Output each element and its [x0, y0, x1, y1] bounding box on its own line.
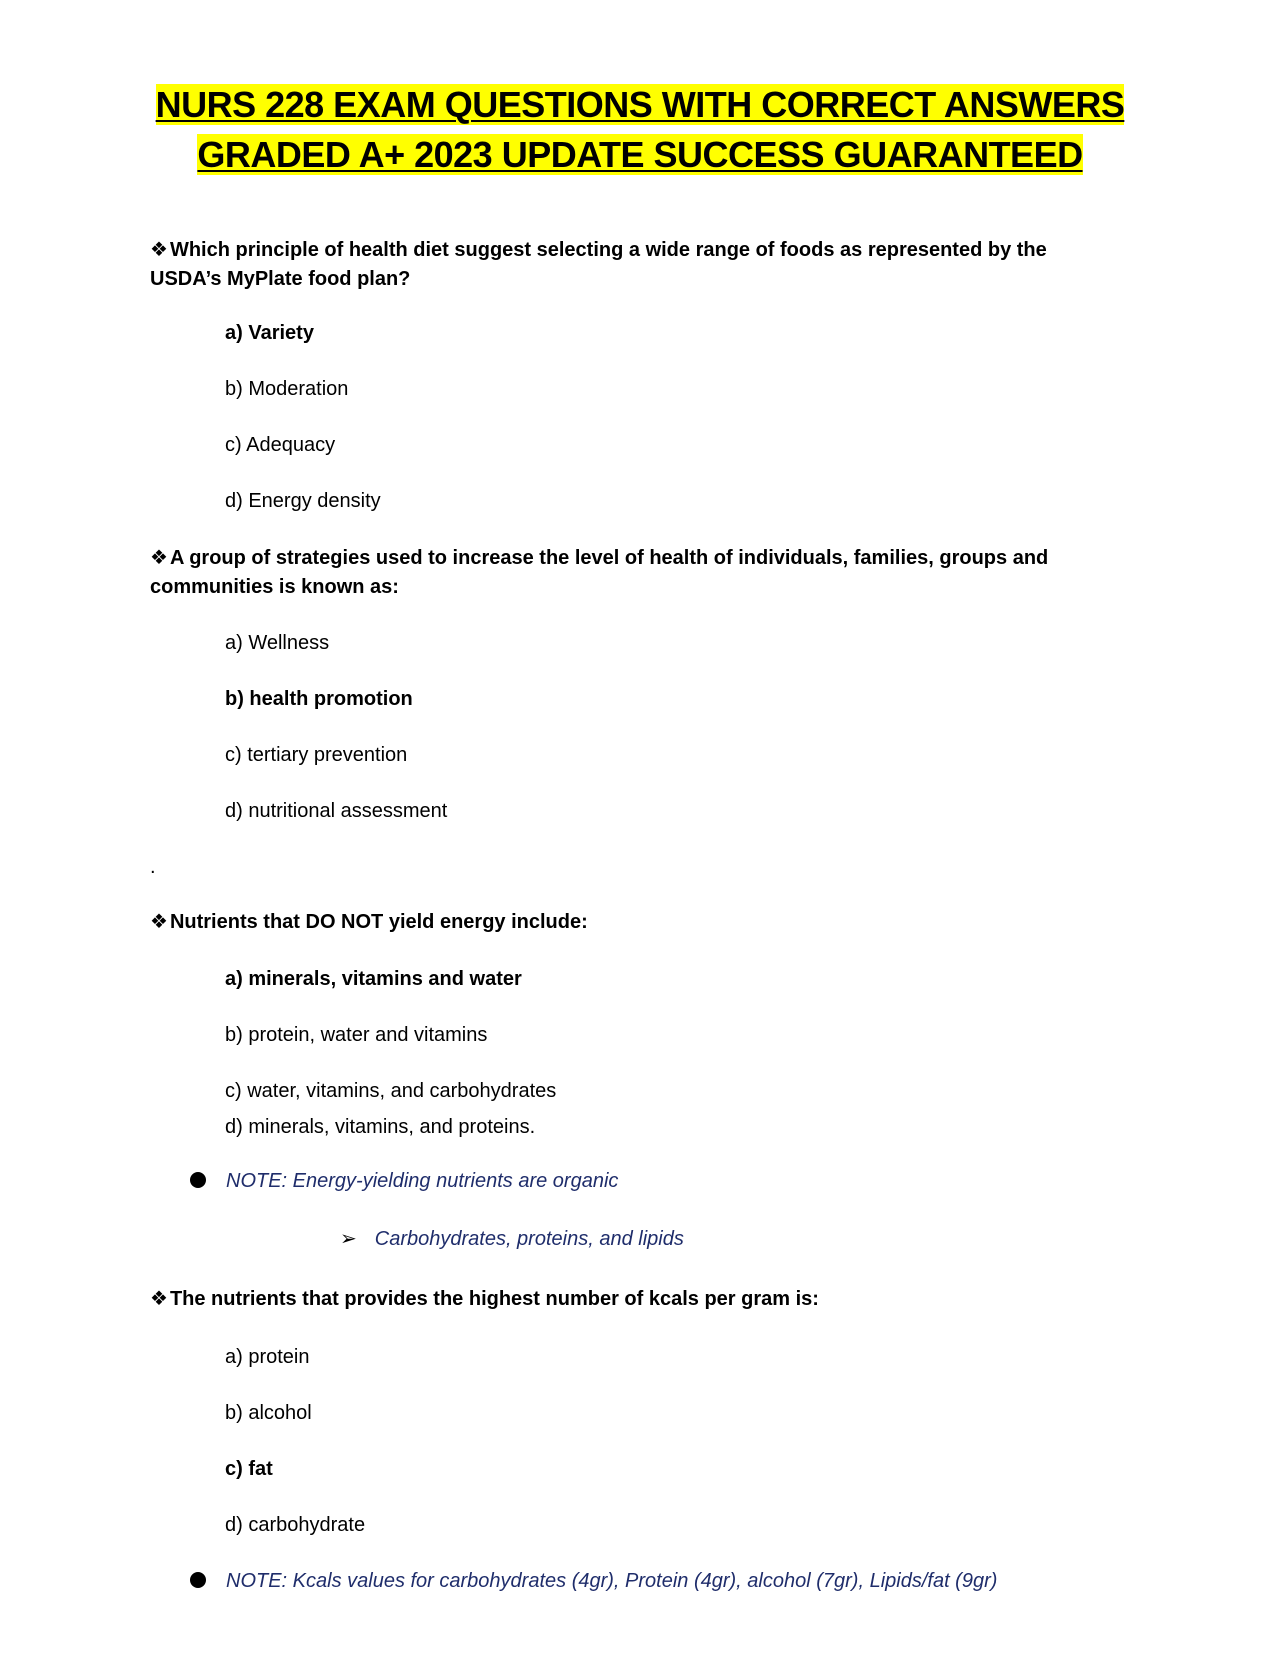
question-1-text: Which principle of health diet suggest selecting a wide range of foods as represented by the USDA’s MyPlate food plan? — [150, 239, 1047, 290]
question-3-option-b: b) protein, water and vitamins — [225, 1024, 488, 1046]
question-3-option-c: c) water, vitamins, and carbohydrates — [225, 1080, 557, 1102]
question-4 — [150, 1285, 1070, 1314]
diamond-bullet-icon: ❖ — [150, 911, 168, 933]
diamond-bullet-icon: ❖ — [150, 1288, 168, 1310]
question-3 — [150, 908, 1070, 937]
question-3-subnote — [340, 1226, 684, 1252]
title-line-1-text: NURS 228 EXAM QUESTIONS WITH CORRECT ANSWERS — [155, 84, 1125, 125]
stray-mark: . — [150, 856, 156, 878]
question-4-option-c: c) fat — [225, 1458, 273, 1480]
question-3-note — [190, 1168, 618, 1194]
question-2-option-b: b) health promotion — [225, 688, 413, 710]
question-2 — [150, 544, 1070, 602]
arrow-bullet-icon: ➢ — [340, 1228, 357, 1250]
question-1-option-d: d) Energy density — [225, 490, 381, 512]
diamond-bullet-icon: ❖ — [150, 239, 168, 261]
title-line-1 — [0, 80, 1280, 130]
question-3-note-text: NOTE: Energy-yielding nutrients are organic — [226, 1170, 619, 1192]
question-1-option-b: b) Moderation — [225, 378, 349, 400]
question-1-option-c: c) Adequacy — [225, 434, 336, 456]
question-2-option-d: d) nutritional assessment — [225, 800, 448, 822]
title-line-2-text: GRADED A+ 2023 UPDATE SUCCESS GUARANTEED — [197, 134, 1083, 175]
title-line-2 — [0, 130, 1280, 180]
question-2-text: A group of strategies used to increase the level of health of individuals, families, groups and communities is known as: — [150, 547, 1049, 598]
question-4-option-b: b) alcohol — [225, 1402, 312, 1424]
question-3-option-a: a) minerals, vitamins and water — [225, 968, 522, 990]
question-1 — [150, 236, 1070, 294]
diamond-bullet-icon: ❖ — [150, 547, 168, 569]
question-4-note — [190, 1568, 997, 1594]
question-4-text: The nutrients that provides the highest number of kcals per gram is: — [169, 1288, 819, 1310]
question-4-option-d: d) carbohydrate — [225, 1514, 366, 1536]
question-3-text: Nutrients that DO NOT yield energy include: — [169, 911, 588, 933]
question-4-note-text: NOTE: Kcals values for carbohydrates (4gr), Protein (4gr), alcohol (7gr), Lipids/fat (9gr) — [226, 1570, 998, 1592]
question-3-option-d: d) minerals, vitamins, and proteins. — [225, 1116, 536, 1138]
bullet-dot-icon — [190, 1572, 206, 1588]
question-3-subnote-text: Carbohydrates, proteins, and lipids — [374, 1228, 684, 1250]
question-4-option-a: a) protein — [225, 1346, 310, 1368]
question-1-option-a: a) Variety — [225, 322, 314, 344]
question-2-option-a: a) Wellness — [225, 632, 330, 654]
bullet-dot-icon — [190, 1172, 206, 1188]
question-2-option-c: c) tertiary prevention — [225, 744, 408, 766]
